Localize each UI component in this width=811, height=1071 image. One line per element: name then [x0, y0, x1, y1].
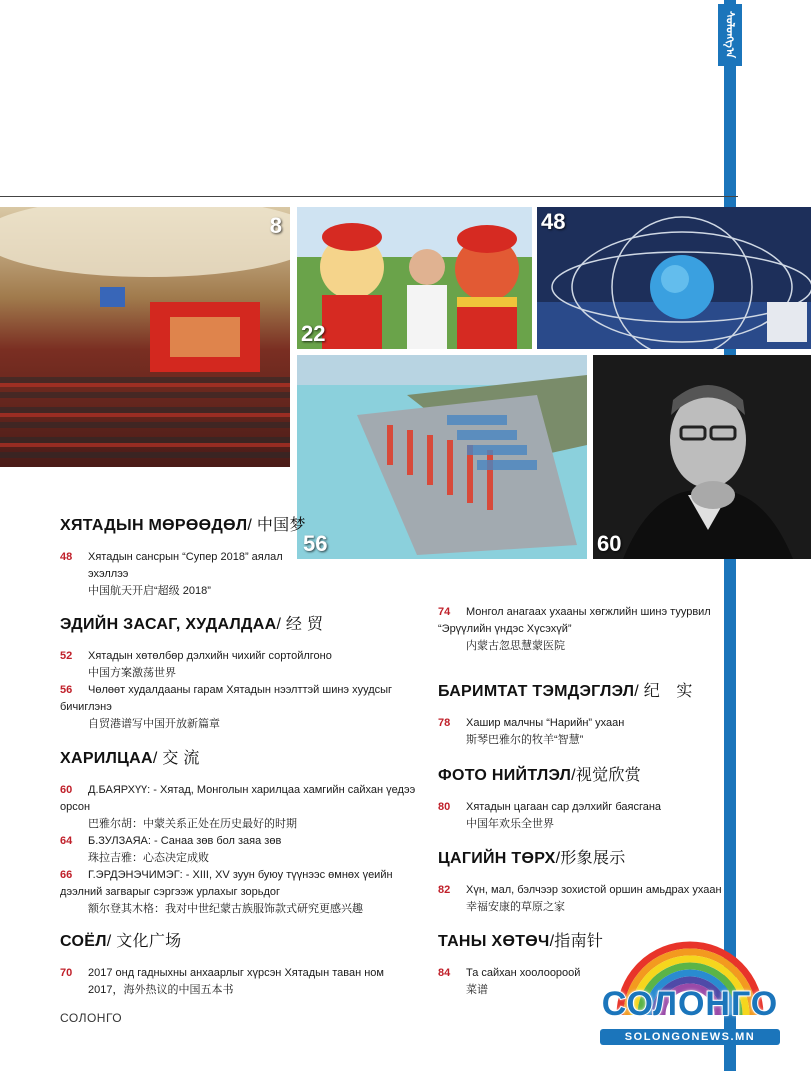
- entry-title-cn: 2017，海外热议的中国五本书: [88, 984, 234, 996]
- toc-entry[interactable]: [60, 867, 430, 918]
- toc-entry[interactable]: [60, 782, 430, 833]
- page-number: 56: [60, 684, 73, 696]
- toc-section-image: [438, 845, 728, 916]
- toc-entry[interactable]: [60, 682, 430, 733]
- entry-title-cn: 内蒙古忽思慧蒙医院: [466, 640, 565, 652]
- entry-title-mn: Чөлөөт худалдааны гарам Хятадын нээлттэй шинэ хуудсыг бичиглэнэ: [60, 684, 393, 713]
- entry-title-mn: Хүн, мал, бэлчээр зохистой оршин амьдрах ухаан: [466, 884, 722, 896]
- entry-title-mn: Монгол анагаах ухааны хөгжлийн шинэ туурвил “Эрүүлийн үндэс Хүсэхүй”: [438, 606, 711, 635]
- photo-portrait: [593, 355, 811, 559]
- toc-section-relations: [60, 745, 430, 918]
- section-heading: ФОТО НИЙТЛЭЛ/视觉欣赏: [438, 767, 642, 784]
- entry-title-cn: 额尔登其木格：我对中世纪蒙古族服饰款式研究更感兴趣: [88, 903, 363, 915]
- entry-title-mn: Хятадын цагаан сар дэлхийг баясгана: [466, 801, 662, 813]
- photo-mascots: [297, 207, 532, 349]
- entry-title-cn: 中国年欢乐全世界: [466, 818, 554, 830]
- toc-section-documentary: [438, 678, 728, 749]
- logo-wordmark: СОЛОНГО: [601, 985, 779, 1023]
- toc-entry[interactable]: [438, 799, 728, 833]
- toc-entry[interactable]: [60, 549, 390, 600]
- toc-entry[interactable]: [438, 604, 728, 655]
- toc-entry[interactable]: [60, 833, 430, 867]
- page-number: 70: [60, 967, 73, 979]
- section-heading: ХАРИЛЦАА/ 交 流: [60, 750, 200, 767]
- page-number: 78: [438, 717, 451, 729]
- photo-page-number: 8: [269, 213, 282, 238]
- entry-title-mn: Г.ЭРДЭНЭЧИМЭГ: - XIII, XV зуун буюу түүнээс өмнөх үеийн дээлний загварыг сэргээж урлахыг зорьдог: [60, 869, 393, 898]
- entry-title-cn: 中国方案激荡世界: [88, 667, 176, 679]
- entry-title-cn: 巴雅尔胡：中蒙关系正处在历史最好的时期: [88, 818, 297, 830]
- entry-title-cn: 珠拉吉雅：心态决定成败: [88, 852, 209, 864]
- page-number: 74: [438, 606, 451, 618]
- page-footer: СОЛОНГО: [60, 1011, 123, 1025]
- page-number: 82: [438, 884, 451, 896]
- section-tab-label: ᠰᠣᠯᠣᠩᠭ᠎ᠠ: [723, 11, 736, 59]
- toc-entry[interactable]: [60, 648, 430, 682]
- section-heading: ЭДИЙН ЗАСАГ, ХУДАЛДАА/ 经 贸: [60, 616, 324, 633]
- entry-title-mn: Хашир малчны “Нарийн” ухаан: [466, 717, 625, 729]
- page-number: 52: [60, 650, 73, 662]
- entry-title-mn: Б.ЗУЛЗАЯА: - Санаа зөв бол заяа зөв: [88, 835, 282, 847]
- toc-entry[interactable]: [438, 715, 728, 749]
- entry-title-mn: Хятадын хөтөлбөр дэлхийн чихийг сортойлгоно: [88, 650, 332, 662]
- logo-url: SOLONGONEWS.MN: [600, 1029, 780, 1045]
- entry-title-mn: Д.БАЯРХҮҮ: - Хятад, Монголын харилцаа хамгийн сайхан үедээ орсон: [60, 784, 416, 813]
- photo-page-number: 48: [541, 209, 566, 234]
- section-heading: СОЁЛ/ 文化广场: [60, 933, 182, 950]
- page-number: 60: [60, 784, 73, 796]
- solongo-logo: [600, 925, 780, 1055]
- photo-congress-hall: [0, 207, 290, 467]
- section-heading: ТАНЫ ХӨТӨЧ/指南针: [438, 933, 604, 950]
- section-heading: БАРИМТАТ ТЭМДЭГЛЭЛ/ 纪 实: [438, 683, 693, 700]
- entry-title-cn: 中国航天开启“超级 2018”: [88, 585, 211, 597]
- section-heading: ХЯТАДЫН МӨРӨӨДӨЛ/ 中国梦: [60, 517, 306, 534]
- entry-title-cn: 幸福安康的草原之家: [466, 901, 565, 913]
- page-number: 84: [438, 967, 451, 979]
- toc-section-culture: [60, 928, 430, 999]
- entry-title-mn: 2017 онд гадныхны анхаарлыг хүрсэн Хятадын таван ном: [88, 967, 384, 979]
- entry-title-mn: Та сайхан хоолоороой: [466, 967, 581, 979]
- entry-title-cn: 斯琴巴雅尔的牧羊“智慧”: [466, 734, 584, 746]
- entry-title-cn: 自贸港谱写中国开放新篇章: [88, 718, 220, 730]
- toc-section-medicine: [438, 604, 728, 655]
- page-number: 48: [60, 551, 73, 563]
- toc-section-chinese-dream: [60, 512, 390, 600]
- page-number: 80: [438, 801, 451, 813]
- photo-page-number: 60: [597, 531, 622, 556]
- toc-entry[interactable]: [60, 965, 430, 999]
- entry-title-cn: 菜谱: [466, 984, 488, 996]
- section-tab: [718, 4, 742, 66]
- photo-page-number: 22: [301, 321, 326, 346]
- photo-page-number: 56: [303, 531, 328, 556]
- photo-globe-exhibit: [537, 207, 811, 349]
- toc-entry[interactable]: [438, 882, 728, 916]
- page-number: 66: [60, 869, 73, 881]
- entry-title-mn: Хятадын сансрын “Супер 2018” аялал эхэллээ: [88, 551, 283, 580]
- toc-section-economy-trade: [60, 611, 430, 733]
- horizontal-rule: [0, 196, 738, 197]
- page-number: 64: [60, 835, 73, 847]
- section-heading: ЦАГИЙН ТӨРХ/形象展示: [438, 850, 626, 867]
- toc-section-photo: [438, 762, 728, 833]
